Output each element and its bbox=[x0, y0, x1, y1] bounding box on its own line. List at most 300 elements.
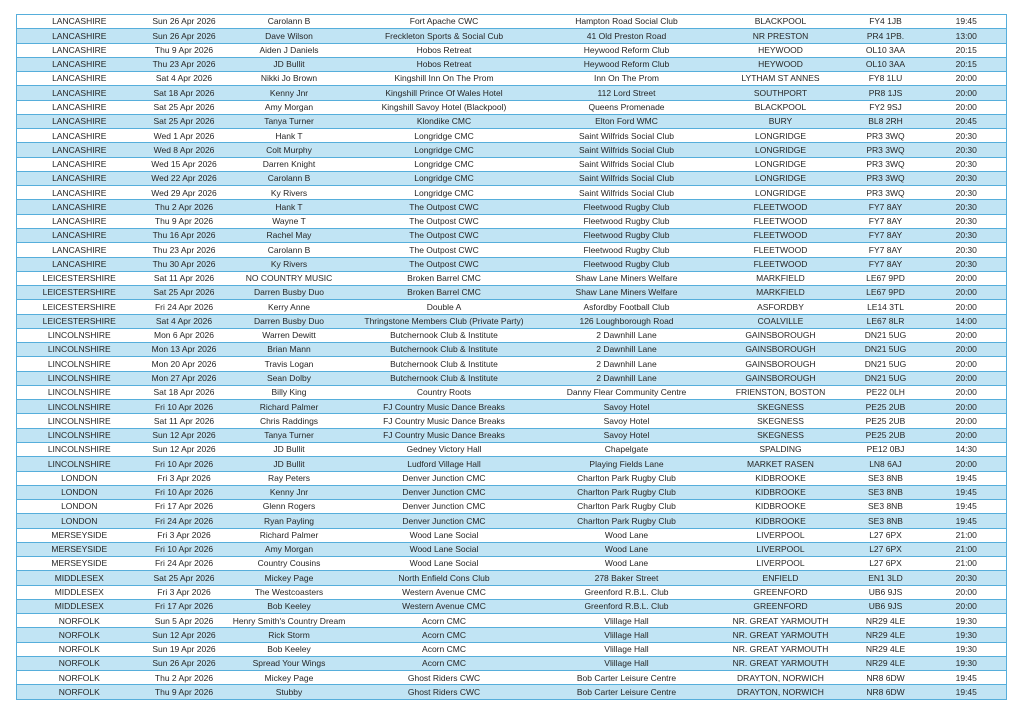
cell-town: FLEETWOOD bbox=[717, 214, 845, 228]
cell-artist: Hank T bbox=[227, 129, 352, 143]
cell-town: DRAYTON, NORWICH bbox=[717, 685, 845, 699]
cell-postcode: FY7 8AY bbox=[845, 228, 927, 242]
cell-date: Wed 1 Apr 2026 bbox=[142, 129, 227, 143]
cell-postcode: NR8 6DW bbox=[845, 685, 927, 699]
cell-date: Mon 27 Apr 2026 bbox=[142, 371, 227, 385]
cell-date: Fri 24 Apr 2026 bbox=[142, 514, 227, 528]
cell-town: LONGRIDGE bbox=[717, 171, 845, 185]
cell-address: Shaw Lane Miners Welfare bbox=[537, 286, 717, 300]
table-row bbox=[17, 171, 1007, 185]
cell-time: 20:15 bbox=[927, 57, 1007, 71]
cell-time: 19:45 bbox=[927, 671, 1007, 685]
cell-postcode: FY2 9SJ bbox=[845, 100, 927, 114]
cell-time: 20:30 bbox=[927, 228, 1007, 242]
cell-artist: Warren Dewitt bbox=[227, 328, 352, 342]
cell-county: LANCASHIRE bbox=[17, 57, 142, 71]
cell-time: 19:30 bbox=[927, 628, 1007, 642]
cell-venue: The Outpost CWC bbox=[352, 228, 537, 242]
cell-address: 2 Dawnhill Lane bbox=[537, 328, 717, 342]
cell-town: SKEGNESS bbox=[717, 400, 845, 414]
table-row bbox=[17, 500, 1007, 514]
cell-county: NORFOLK bbox=[17, 614, 142, 628]
cell-artist: Tanya Turner bbox=[227, 428, 352, 442]
cell-postcode: PR3 3WQ bbox=[845, 129, 927, 143]
table-row bbox=[17, 57, 1007, 71]
cell-address: Vlillage Hall bbox=[537, 628, 717, 642]
cell-time: 20:00 bbox=[927, 343, 1007, 357]
cell-venue: Butchernook Club & Institute bbox=[352, 357, 537, 371]
cell-address: 2 Dawnhill Lane bbox=[537, 371, 717, 385]
cell-artist: Sean Dolby bbox=[227, 371, 352, 385]
cell-county: LANCASHIRE bbox=[17, 43, 142, 57]
cell-postcode: EN1 3LD bbox=[845, 571, 927, 585]
cell-venue: FJ Country Music Dance Breaks bbox=[352, 400, 537, 414]
cell-county: LANCASHIRE bbox=[17, 157, 142, 171]
cell-county: LANCASHIRE bbox=[17, 143, 142, 157]
cell-artist: Amy Morgan bbox=[227, 542, 352, 556]
cell-postcode: FY8 1LU bbox=[845, 72, 927, 86]
cell-date: Sat 11 Apr 2026 bbox=[142, 414, 227, 428]
cell-address: Danny Flear Community Centre bbox=[537, 385, 717, 399]
cell-county: LEICESTERSHIRE bbox=[17, 314, 142, 328]
cell-address: Heywood Reform Club bbox=[537, 57, 717, 71]
cell-address: Fleetwood Rugby Club bbox=[537, 228, 717, 242]
cell-venue: Hobos Retreat bbox=[352, 57, 537, 71]
cell-time: 19:30 bbox=[927, 642, 1007, 656]
table-row bbox=[17, 214, 1007, 228]
table-row bbox=[17, 114, 1007, 128]
cell-address: Heywood Reform Club bbox=[537, 43, 717, 57]
cell-postcode: OL10 3AA bbox=[845, 43, 927, 57]
cell-date: Fri 10 Apr 2026 bbox=[142, 542, 227, 556]
cell-time: 20:15 bbox=[927, 43, 1007, 57]
cell-postcode: FY7 8AY bbox=[845, 257, 927, 271]
cell-address: Saint Wilfrids Social Club bbox=[537, 171, 717, 185]
cell-venue: Thringstone Members Club (Private Party) bbox=[352, 314, 537, 328]
cell-address: Saint Wilfrids Social Club bbox=[537, 143, 717, 157]
cell-address: Greenford R.B.L. Club bbox=[537, 585, 717, 599]
cell-county: NORFOLK bbox=[17, 685, 142, 699]
cell-address: Wood Lane bbox=[537, 542, 717, 556]
cell-county: LANCASHIRE bbox=[17, 243, 142, 257]
cell-county: LINCOLNSHIRE bbox=[17, 357, 142, 371]
cell-artist: Brian Mann bbox=[227, 343, 352, 357]
cell-postcode: SE3 8NB bbox=[845, 500, 927, 514]
table-row bbox=[17, 100, 1007, 114]
cell-artist: Travis Logan bbox=[227, 357, 352, 371]
cell-address: Vlillage Hall bbox=[537, 642, 717, 656]
cell-date: Sun 12 Apr 2026 bbox=[142, 428, 227, 442]
cell-date: Sun 26 Apr 2026 bbox=[142, 29, 227, 43]
cell-county: LONDON bbox=[17, 471, 142, 485]
cell-town: GAINSBOROUGH bbox=[717, 371, 845, 385]
cell-artist: Darren Busby Duo bbox=[227, 286, 352, 300]
cell-artist: NO COUNTRY MUSIC bbox=[227, 271, 352, 285]
cell-town: GREENFORD bbox=[717, 599, 845, 613]
cell-artist: Stubby bbox=[227, 685, 352, 699]
cell-artist: Bob Keeley bbox=[227, 599, 352, 613]
cell-artist: The Westcoasters bbox=[227, 585, 352, 599]
cell-venue: Kingshill Prince Of Wales Hotel bbox=[352, 86, 537, 100]
cell-county: LANCASHIRE bbox=[17, 100, 142, 114]
cell-venue: Ghost Riders CWC bbox=[352, 671, 537, 685]
table-row bbox=[17, 314, 1007, 328]
cell-artist: Ray Peters bbox=[227, 471, 352, 485]
cell-address: Inn On The Prom bbox=[537, 72, 717, 86]
cell-time: 20:30 bbox=[927, 129, 1007, 143]
cell-address: Bob Carter Leisure Centre bbox=[537, 671, 717, 685]
cell-town: NR. GREAT YARMOUTH bbox=[717, 656, 845, 670]
cell-date: Sat 25 Apr 2026 bbox=[142, 114, 227, 128]
cell-time: 13:00 bbox=[927, 29, 1007, 43]
cell-time: 14:30 bbox=[927, 442, 1007, 456]
cell-postcode: PE22 0LH bbox=[845, 385, 927, 399]
cell-artist: Ryan Payling bbox=[227, 514, 352, 528]
cell-venue: Broken Barrel CMC bbox=[352, 271, 537, 285]
table-row bbox=[17, 414, 1007, 428]
cell-town: SOUTHPORT bbox=[717, 86, 845, 100]
cell-venue: Longridge CMC bbox=[352, 157, 537, 171]
cell-artist: Aiden J Daniels bbox=[227, 43, 352, 57]
cell-venue: Western Avenue CMC bbox=[352, 599, 537, 613]
cell-county: MIDDLESEX bbox=[17, 571, 142, 585]
cell-town: KIDBROOKE bbox=[717, 471, 845, 485]
cell-county: LINCOLNSHIRE bbox=[17, 385, 142, 399]
cell-town: HEYWOOD bbox=[717, 43, 845, 57]
cell-venue: Gedney Victory Hall bbox=[352, 442, 537, 456]
cell-town: FRIENSTON, BOSTON bbox=[717, 385, 845, 399]
cell-postcode: FY7 8AY bbox=[845, 200, 927, 214]
table-row bbox=[17, 286, 1007, 300]
cell-county: LONDON bbox=[17, 485, 142, 499]
cell-date: Sat 18 Apr 2026 bbox=[142, 385, 227, 399]
cell-county: LINCOLNSHIRE bbox=[17, 428, 142, 442]
cell-address: Saint Wilfrids Social Club bbox=[537, 186, 717, 200]
cell-venue: Longridge CMC bbox=[352, 129, 537, 143]
cell-venue: Fort Apache CWC bbox=[352, 15, 537, 29]
cell-town: GREENFORD bbox=[717, 585, 845, 599]
cell-county: LINCOLNSHIRE bbox=[17, 442, 142, 456]
cell-postcode: PR3 3WQ bbox=[845, 186, 927, 200]
cell-venue: Freckleton Sports & Social Cub bbox=[352, 29, 537, 43]
cell-venue: Acorn CMC bbox=[352, 656, 537, 670]
cell-postcode: LE67 9PD bbox=[845, 286, 927, 300]
cell-artist: Country Cousins bbox=[227, 557, 352, 571]
table-row bbox=[17, 514, 1007, 528]
cell-date: Sat 25 Apr 2026 bbox=[142, 286, 227, 300]
cell-postcode: UB6 9JS bbox=[845, 585, 927, 599]
cell-postcode: DN21 5UG bbox=[845, 371, 927, 385]
cell-town: NR. GREAT YARMOUTH bbox=[717, 614, 845, 628]
cell-time: 20:00 bbox=[927, 328, 1007, 342]
table-row bbox=[17, 571, 1007, 585]
cell-town: GAINSBOROUGH bbox=[717, 343, 845, 357]
cell-artist: Nikki Jo Brown bbox=[227, 72, 352, 86]
cell-artist: Rachel May bbox=[227, 228, 352, 242]
table-row bbox=[17, 685, 1007, 699]
cell-artist: Richard Palmer bbox=[227, 400, 352, 414]
cell-town: ASFORDBY bbox=[717, 300, 845, 314]
cell-town: BLACKPOOL bbox=[717, 15, 845, 29]
cell-date: Sat 18 Apr 2026 bbox=[142, 86, 227, 100]
cell-time: 20:00 bbox=[927, 428, 1007, 442]
cell-address: Playing Fields Lane bbox=[537, 457, 717, 471]
cell-artist: JD Bullit bbox=[227, 57, 352, 71]
table-row bbox=[17, 557, 1007, 571]
cell-venue: Ludford Village Hall bbox=[352, 457, 537, 471]
cell-town: FLEETWOOD bbox=[717, 243, 845, 257]
cell-county: LEICESTERSHIRE bbox=[17, 300, 142, 314]
cell-address: Fleetwood Rugby Club bbox=[537, 200, 717, 214]
cell-artist: JD Bullit bbox=[227, 442, 352, 456]
cell-postcode: NR29 4LE bbox=[845, 642, 927, 656]
cell-town: COALVILLE bbox=[717, 314, 845, 328]
cell-county: LANCASHIRE bbox=[17, 114, 142, 128]
cell-artist: Carolann B bbox=[227, 15, 352, 29]
cell-date: Sun 19 Apr 2026 bbox=[142, 642, 227, 656]
gig-guide-table bbox=[16, 14, 1007, 700]
cell-date: Thu 2 Apr 2026 bbox=[142, 671, 227, 685]
cell-venue: Butchernook Club & Institute bbox=[352, 328, 537, 342]
cell-artist: Colt Murphy bbox=[227, 143, 352, 157]
cell-date: Thu 9 Apr 2026 bbox=[142, 214, 227, 228]
cell-venue: Hobos Retreat bbox=[352, 43, 537, 57]
cell-date: Thu 23 Apr 2026 bbox=[142, 243, 227, 257]
cell-time: 20:00 bbox=[927, 86, 1007, 100]
cell-county: LANCASHIRE bbox=[17, 86, 142, 100]
cell-address: 126 Loughborough Road bbox=[537, 314, 717, 328]
cell-artist: Richard Palmer bbox=[227, 528, 352, 542]
cell-town: BLACKPOOL bbox=[717, 100, 845, 114]
cell-address: Chapelgate bbox=[537, 442, 717, 456]
cell-artist: Spread Your Wings bbox=[227, 656, 352, 670]
cell-time: 20:00 bbox=[927, 100, 1007, 114]
cell-county: LANCASHIRE bbox=[17, 257, 142, 271]
cell-venue: Broken Barrel CMC bbox=[352, 286, 537, 300]
cell-date: Sun 26 Apr 2026 bbox=[142, 15, 227, 29]
cell-date: Fri 3 Apr 2026 bbox=[142, 585, 227, 599]
cell-address: 41 Old Preston Road bbox=[537, 29, 717, 43]
cell-date: Sat 25 Apr 2026 bbox=[142, 100, 227, 114]
cell-venue: Denver Junction CMC bbox=[352, 514, 537, 528]
cell-venue: Butchernook Club & Institute bbox=[352, 371, 537, 385]
cell-time: 20:30 bbox=[927, 200, 1007, 214]
cell-date: Thu 23 Apr 2026 bbox=[142, 57, 227, 71]
cell-address: Saint Wilfrids Social Club bbox=[537, 157, 717, 171]
table-row bbox=[17, 599, 1007, 613]
cell-artist: Billy King bbox=[227, 385, 352, 399]
table-row bbox=[17, 29, 1007, 43]
cell-time: 20:00 bbox=[927, 271, 1007, 285]
cell-town: KIDBROOKE bbox=[717, 485, 845, 499]
cell-town: LIVERPOOL bbox=[717, 528, 845, 542]
cell-time: 20:30 bbox=[927, 171, 1007, 185]
cell-artist: Carolann B bbox=[227, 171, 352, 185]
cell-venue: FJ Country Music Dance Breaks bbox=[352, 428, 537, 442]
table-row bbox=[17, 15, 1007, 29]
cell-county: LANCASHIRE bbox=[17, 200, 142, 214]
cell-venue: The Outpost CWC bbox=[352, 243, 537, 257]
cell-time: 20:00 bbox=[927, 385, 1007, 399]
cell-town: SKEGNESS bbox=[717, 414, 845, 428]
cell-address: Hampton Road Social Club bbox=[537, 15, 717, 29]
cell-date: Fri 24 Apr 2026 bbox=[142, 557, 227, 571]
cell-county: LANCASHIRE bbox=[17, 72, 142, 86]
cell-venue: Wood Lane Social bbox=[352, 542, 537, 556]
cell-county: LONDON bbox=[17, 500, 142, 514]
cell-town: ENFIELD bbox=[717, 571, 845, 585]
cell-time: 19:45 bbox=[927, 685, 1007, 699]
cell-date: Wed 15 Apr 2026 bbox=[142, 157, 227, 171]
cell-postcode: SE3 8NB bbox=[845, 471, 927, 485]
cell-county: LANCASHIRE bbox=[17, 186, 142, 200]
cell-postcode: L27 6PX bbox=[845, 528, 927, 542]
cell-town: LYTHAM ST ANNES bbox=[717, 72, 845, 86]
table-row bbox=[17, 457, 1007, 471]
cell-county: LANCASHIRE bbox=[17, 228, 142, 242]
cell-time: 20:00 bbox=[927, 72, 1007, 86]
cell-date: Fri 10 Apr 2026 bbox=[142, 400, 227, 414]
table-row bbox=[17, 585, 1007, 599]
cell-town: DRAYTON, NORWICH bbox=[717, 671, 845, 685]
table-row bbox=[17, 642, 1007, 656]
cell-town: KIDBROOKE bbox=[717, 500, 845, 514]
cell-postcode: LE14 3TL bbox=[845, 300, 927, 314]
cell-county: LINCOLNSHIRE bbox=[17, 371, 142, 385]
cell-date: Thu 9 Apr 2026 bbox=[142, 685, 227, 699]
cell-address: 2 Dawnhill Lane bbox=[537, 343, 717, 357]
cell-county: LONDON bbox=[17, 514, 142, 528]
table-row bbox=[17, 243, 1007, 257]
table-row bbox=[17, 357, 1007, 371]
cell-date: Sat 4 Apr 2026 bbox=[142, 72, 227, 86]
cell-town: BURY bbox=[717, 114, 845, 128]
cell-town: GAINSBOROUGH bbox=[717, 328, 845, 342]
cell-date: Fri 17 Apr 2026 bbox=[142, 599, 227, 613]
cell-time: 20:30 bbox=[927, 157, 1007, 171]
cell-venue: The Outpost CWC bbox=[352, 200, 537, 214]
cell-town: NR. GREAT YARMOUTH bbox=[717, 642, 845, 656]
cell-town: LONGRIDGE bbox=[717, 186, 845, 200]
cell-venue: Acorn CMC bbox=[352, 614, 537, 628]
cell-artist: JD Bullit bbox=[227, 457, 352, 471]
table-row bbox=[17, 43, 1007, 57]
cell-postcode: PR8 1JS bbox=[845, 86, 927, 100]
cell-time: 20:00 bbox=[927, 585, 1007, 599]
cell-venue: Double A bbox=[352, 300, 537, 314]
cell-postcode: FY4 1JB bbox=[845, 15, 927, 29]
cell-address: Charlton Park Rugby Club bbox=[537, 514, 717, 528]
table-row bbox=[17, 328, 1007, 342]
cell-venue: Kingshill Inn On The Prom bbox=[352, 72, 537, 86]
cell-postcode: NR29 4LE bbox=[845, 614, 927, 628]
cell-artist: Ky Rivers bbox=[227, 186, 352, 200]
cell-time: 20:00 bbox=[927, 357, 1007, 371]
cell-town: LONGRIDGE bbox=[717, 157, 845, 171]
cell-venue: Denver Junction CMC bbox=[352, 500, 537, 514]
cell-time: 21:00 bbox=[927, 528, 1007, 542]
cell-postcode: BL8 2RH bbox=[845, 114, 927, 128]
cell-address: Wood Lane bbox=[537, 528, 717, 542]
cell-venue: Butchernook Club & Institute bbox=[352, 343, 537, 357]
table-row bbox=[17, 485, 1007, 499]
cell-time: 20:30 bbox=[927, 571, 1007, 585]
cell-address: Vlillage Hall bbox=[537, 656, 717, 670]
table-row bbox=[17, 143, 1007, 157]
cell-artist: Rick Storm bbox=[227, 628, 352, 642]
cell-postcode: PR3 3WQ bbox=[845, 171, 927, 185]
cell-date: Sun 5 Apr 2026 bbox=[142, 614, 227, 628]
cell-date: Sun 12 Apr 2026 bbox=[142, 628, 227, 642]
cell-county: NORFOLK bbox=[17, 628, 142, 642]
cell-county: LEICESTERSHIRE bbox=[17, 286, 142, 300]
cell-time: 20:00 bbox=[927, 300, 1007, 314]
cell-time: 20:00 bbox=[927, 457, 1007, 471]
cell-address: Fleetwood Rugby Club bbox=[537, 243, 717, 257]
cell-venue: Wood Lane Social bbox=[352, 528, 537, 542]
cell-address: Savoy Hotel bbox=[537, 428, 717, 442]
cell-county: LINCOLNSHIRE bbox=[17, 414, 142, 428]
cell-time: 20:30 bbox=[927, 143, 1007, 157]
table-row bbox=[17, 300, 1007, 314]
cell-town: MARKET RASEN bbox=[717, 457, 845, 471]
table-row bbox=[17, 385, 1007, 399]
cell-postcode: DN21 5UG bbox=[845, 328, 927, 342]
cell-address: 112 Lord Street bbox=[537, 86, 717, 100]
table-row bbox=[17, 428, 1007, 442]
cell-venue: Longridge CMC bbox=[352, 143, 537, 157]
cell-postcode: OL10 3AA bbox=[845, 57, 927, 71]
cell-county: LEICESTERSHIRE bbox=[17, 271, 142, 285]
cell-postcode: SE3 8NB bbox=[845, 514, 927, 528]
cell-date: Thu 2 Apr 2026 bbox=[142, 200, 227, 214]
cell-address: Savoy Hotel bbox=[537, 414, 717, 428]
cell-postcode: NR29 4LE bbox=[845, 628, 927, 642]
cell-town: GAINSBOROUGH bbox=[717, 357, 845, 371]
cell-artist: Ky Rivers bbox=[227, 257, 352, 271]
cell-date: Fri 17 Apr 2026 bbox=[142, 500, 227, 514]
cell-artist: Amy Morgan bbox=[227, 100, 352, 114]
cell-town: HEYWOOD bbox=[717, 57, 845, 71]
cell-postcode: PE25 2UB bbox=[845, 428, 927, 442]
cell-artist: Dave Wilson bbox=[227, 29, 352, 43]
cell-time: 20:00 bbox=[927, 286, 1007, 300]
cell-venue: The Outpost CWC bbox=[352, 257, 537, 271]
cell-date: Wed 22 Apr 2026 bbox=[142, 171, 227, 185]
cell-county: MERSEYSIDE bbox=[17, 542, 142, 556]
cell-town: NR. GREAT YARMOUTH bbox=[717, 628, 845, 642]
cell-postcode: PR3 3WQ bbox=[845, 143, 927, 157]
cell-venue: Denver Junction CMC bbox=[352, 485, 537, 499]
cell-venue: Acorn CMC bbox=[352, 642, 537, 656]
cell-county: LINCOLNSHIRE bbox=[17, 343, 142, 357]
cell-venue: Kingshill Savoy Hotel (Blackpool) bbox=[352, 100, 537, 114]
cell-time: 19:45 bbox=[927, 471, 1007, 485]
cell-county: LANCASHIRE bbox=[17, 15, 142, 29]
cell-postcode: PE12 0BJ bbox=[845, 442, 927, 456]
table-row bbox=[17, 200, 1007, 214]
cell-time: 21:00 bbox=[927, 557, 1007, 571]
cell-date: Wed 29 Apr 2026 bbox=[142, 186, 227, 200]
cell-postcode: PE25 2UB bbox=[845, 414, 927, 428]
cell-county: LANCASHIRE bbox=[17, 214, 142, 228]
cell-postcode: PE25 2UB bbox=[845, 400, 927, 414]
cell-time: 19:45 bbox=[927, 485, 1007, 499]
cell-county: MIDDLESEX bbox=[17, 599, 142, 613]
cell-postcode: NR29 4LE bbox=[845, 656, 927, 670]
cell-time: 20:00 bbox=[927, 414, 1007, 428]
cell-venue: Denver Junction CMC bbox=[352, 471, 537, 485]
